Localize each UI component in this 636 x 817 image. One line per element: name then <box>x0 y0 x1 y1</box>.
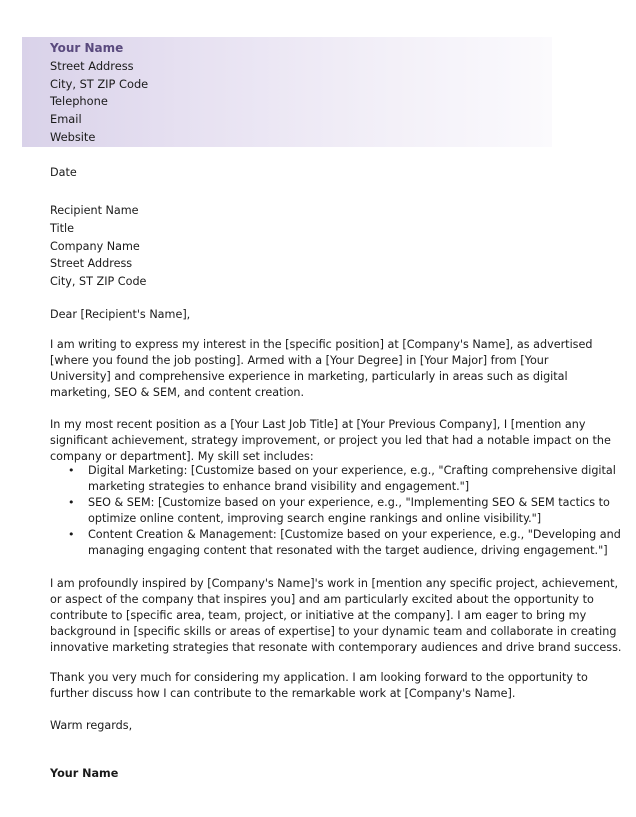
sender-city: City, ST ZIP Code <box>50 76 149 91</box>
paragraph-line: I am profoundly inspired by [Company's Name]'s work in [mention any specific project, achievement, <box>50 577 619 590</box>
list-item-line: Digital Marketing: [Customize based on your experience, e.g., "Crafting comprehensive digital <box>88 464 616 477</box>
recipient-street: Street Address <box>50 257 133 271</box>
sender-phone: Telephone <box>50 94 108 109</box>
list-item-line: Content Creation & Management: [Customize based on your experience, e.g., "Developing and <box>88 528 621 541</box>
signature-name: Your Name <box>50 767 119 780</box>
paragraph-line: [where you found the job posting]. Armed with a [Your Degree] in [Your Major] from [Your <box>50 354 549 367</box>
paragraph-inspiration <box>50 576 622 656</box>
salutation: Dear [Recipient's Name], <box>50 308 191 321</box>
list-item <box>50 527 621 559</box>
paragraph-line: innovative marketing strategies that resonate with contemporary audiences and drive brand success. <box>50 641 622 654</box>
paragraph-line: further discuss how I can contribute to the remarkable work at [Company's Name]. <box>50 687 516 700</box>
recipient-title: Title <box>50 221 74 235</box>
paragraph-line: Thank you very much for considering my application. I am looking forward to the opportunity to <box>50 671 588 684</box>
bullet-icon: • <box>68 496 75 509</box>
paragraph-experience <box>50 417 611 465</box>
paragraph-line: contribute to [specific area, team, project, or initiative at the company]. I am eager to bring my <box>50 609 587 622</box>
closing: Warm regards, <box>50 719 133 732</box>
list-item-line: optimize online content, improving search engine rankings and online visibility."] <box>88 512 542 525</box>
paragraph-line: In my most recent position as a [Your Last Job Title] at [Your Previous Company], I [mention any <box>50 418 586 431</box>
paragraph-line: marketing, SEO & SEM, and content creation. <box>50 386 305 399</box>
list-item-line: SEO & SEM: [Customize based on your experience, e.g., "Implementing SEO & SEM tactics to <box>88 496 610 509</box>
paragraph-line: University] and comprehensive experience in marketing, particularly in areas such as digital <box>50 370 568 383</box>
recipient-name: Recipient Name <box>50 204 139 217</box>
sender-website: Website <box>50 129 96 144</box>
bullet-icon: • <box>68 464 75 477</box>
list-item <box>50 495 610 527</box>
recipient-block <box>50 202 595 291</box>
paragraph-line: or aspect of the company that inspires you] and am particularly excited about the opportunity to <box>50 593 594 606</box>
sender-street: Street Address <box>50 58 134 73</box>
bullet-icon: • <box>68 528 75 541</box>
list-item-line: marketing strategies to enhance brand visibility and engagement."] <box>88 480 470 493</box>
paragraph-line: background in [specific skills or areas of expertise] to your dynamic team and collaborate in creating <box>50 625 617 638</box>
paragraph-thanks <box>50 670 595 702</box>
list-item <box>50 463 616 495</box>
paragraph-line: significant achievement, strategy improvement, or project you led that had a notable impact on the <box>50 434 611 447</box>
paragraph-line: company or department]. My skill set includes: <box>50 450 314 463</box>
recipient-city: City, ST ZIP Code <box>50 275 147 289</box>
sender-email: Email <box>50 112 82 127</box>
paragraph-line: I am writing to express my interest in the [specific position] at [Company's Name], as advertised <box>50 338 593 351</box>
skills-list <box>50 463 621 559</box>
sender-name: Your Name <box>50 41 124 55</box>
sender-block <box>50 40 148 147</box>
recipient-company: Company Name <box>50 239 140 253</box>
list-item-line: managing engaging content that resonated with the target audience, driving engagement."] <box>88 544 608 557</box>
paragraph-intro <box>50 337 595 401</box>
letter-date: Date <box>50 166 77 179</box>
